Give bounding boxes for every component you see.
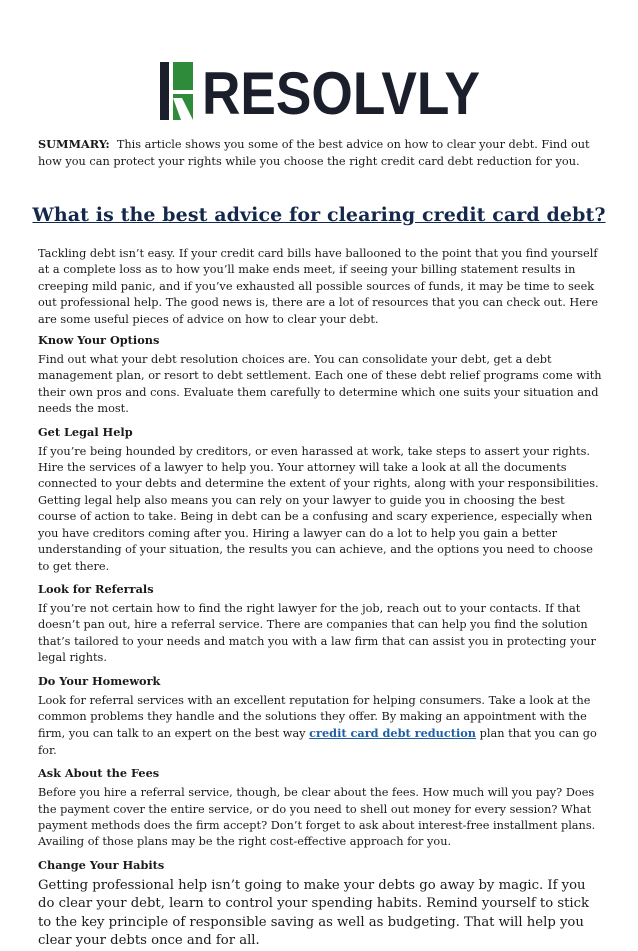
credit-card-debt-reduction-link[interactable]: credit card debt reduction [309,726,477,741]
section-heading: Get Legal Help [38,424,133,439]
section-heading: Ask About the Fees [38,766,160,781]
section-heading: Change Your Habits [38,857,165,872]
summary-text: This article shows you some of the best advice on how to clear your debt. Find out how you can protect your rights while you choose the right credit card debt reduction for you. [38,138,590,168]
section-paragraph: If you’re not certain how to find the right lawyer for the job, reach out to your contacts. If that doesn’t pan out, hire a referral service. There are companies that can help you find the solution that’s tailored to your needs and match you with a law firm that can assist you in protecting your legal rights. [38,601,596,665]
summary-label: SUMMARY: [38,137,110,151]
section-paragraph [38,693,602,760]
paragraph-text: plan that you can go for. [38,727,597,757]
logo-text: RESOLVLY [202,60,480,127]
section-paragraph: If you’re being hounded by creditors, or even harassed at work, take steps to assert your rights. Hire the services of a lawyer to help you. Your attorney will take a look at all the documents connected to your debts and determine the extent of your rights, along with your responsibilities. Getting legal help also means you can rely on your lawyer to guide you in choosing the best course of action to take. Being in debt can be a confusing and scary experience, especially when you have creditors coming after you. Hiring a lawyer can do a lot to help you gain a better understanding of your situation, the results you can achieve, and the options you need to choose to get there. [38,444,599,573]
summary [38,136,598,170]
section-heading: Look for Referrals [38,581,154,596]
resolvly-logo [160,60,482,127]
section-heading: Know Your Options [38,333,160,348]
logo-graphic [160,60,482,127]
intro-paragraph: Tackling debt isn’t easy. If your credit card bills have ballooned to the point that you find yourself at a complete loss as to how you’ll make ends meet, if seeing your billing statement results in creeping mild panic, and if you’ve exhausted all possible sources of funds, it may be time to seek out professional help. The good news is, there are a lot of resources that you can check out. Here are some useful pieces of advice on how to clear your debt. [38,247,599,326]
paragraph-text: Look for referral services with an excellent reputation for helping consumers. Take a look at the common problems they handle and the solutions they offer. By making an appointment with the firm, you can talk to an expert on the best way [38,693,591,741]
section-paragraph: Getting professional help isn’t going to make your debts go away by magic. If you do clear your debt, learn to control your spending habits. Remind yourself to stick to the key principle of responsible saving as well as budgeting. That will help you clear your debts once and for all. [38,877,590,949]
section-paragraph: Before you hire a referral service, though, be clear about the fees. How much will you pay? Does the payment cover the entire service, or do you need to shell out money for every session? What payment methods does the firm accept? Don’t forget to ask about interest-free installment plans. Availing of those plans may be the right cost-effective approach for you. [38,786,596,849]
article-body [38,246,602,951]
section-paragraph: Find out what your debt resolution choices are. You can consolidate your debt, get a debt management plan, or resort to debt settlement. Each one of these debt relief programs come with their own pros and cons. Evaluate them carefully to determine which one suits your situation and needs the most. [38,353,602,416]
section-heading: Do Your Homework [38,673,161,688]
page-title: What is the best advice for clearing credit card debt? [32,204,606,226]
